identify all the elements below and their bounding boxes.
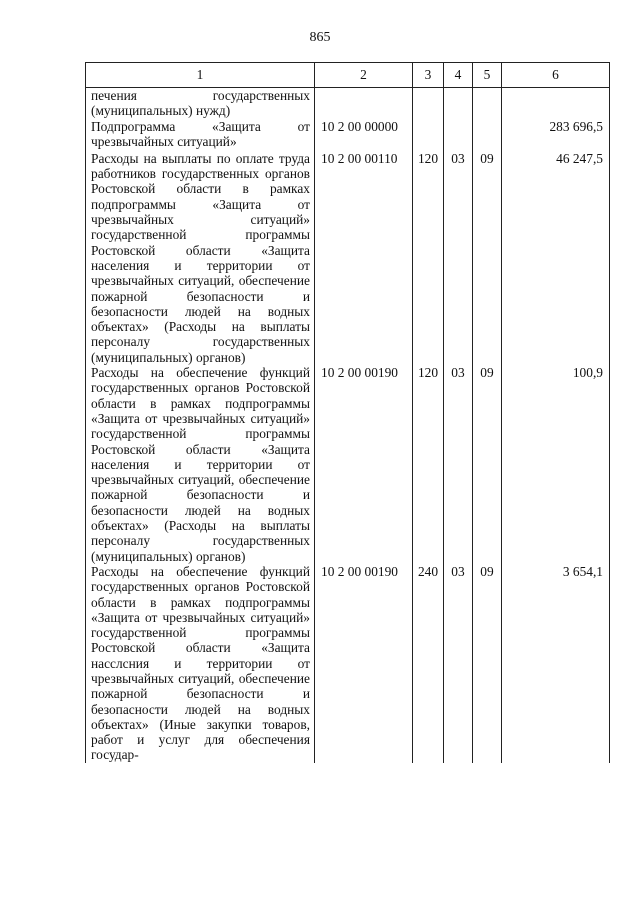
cell-vr: 120 [413,151,444,365]
cell-pr [473,119,502,151]
column-header-vr: 3 [413,63,444,88]
page-number: 865 [309,30,331,45]
cell-vr: 120 [413,365,444,564]
table-header-row [86,63,610,88]
cell-pr: 09 [473,564,502,763]
cell-sum [502,88,610,119]
table-row [86,119,610,151]
row-name-text: Подпрограмма «Защита от чрезвычайных ситуаций» [91,118,310,149]
row-name-text: Расходы на выплаты по оплате труда работников государственных органов Ростовской области в рамках подпрограммы «Защита от чрезвычайных ситуаций» государственной программы Ростовской области «Защита населения и территории от чрезвычайных ситуаций, обеспечение пожарной безопасности и безопасности людей на водных объектах» (Расходы на выплаты персоналу государственных (муниципальных) органов) [91,150,310,365]
cell-sum: 100,9 [502,365,610,564]
table-row [86,151,610,365]
cell-name [86,151,315,365]
cell-vr [413,119,444,151]
cell-code: 10 2 00 00000 [315,119,413,151]
cell-rz: 03 [444,564,473,763]
cell-code: 10 2 00 00190 [315,365,413,564]
cell-rz [444,88,473,119]
cell-code: 10 2 00 00110 [315,151,413,365]
cell-pr: 09 [473,365,502,564]
column-header-name: 1 [86,63,315,88]
budget-table [85,62,610,763]
cell-rz: 03 [444,365,473,564]
column-header-rz: 4 [444,63,473,88]
cell-sum: 283 696,5 [502,119,610,151]
row-name-text: Расходы на обеспечение функций государственных органов Ростовской области в рамках подпрограммы «Защита от чрезвычайных ситуаций» государственной программы Ростовской области «Защита населения и территории от чрезвычайных ситуаций, обеспечение пожарной безопасности и безопасности людей на водных объектах» (Расходы на выплаты персоналу государственных (муниципальных) органов) [91,365,310,564]
table-row [86,88,610,119]
cell-name [86,88,315,119]
column-header-code: 2 [315,63,413,88]
row-name-text: Расходы на обеспечение функций государственных органов Ростовской области в рамках подпрограммы «Защита от чрезвычайных ситуаций» государственной программы Ростовской области «Защита насслсния и территории от чрезвычайных ситуаций, обеспечение пожарной безопасности и безопасности людей на водных объектах» (Иные закупки товаров, работ и услуг для обеспечения государ- [91,563,310,763]
cell-sum: 3 654,1 [502,564,610,763]
cell-name [86,564,315,763]
cell-name [86,119,315,151]
cell-vr [413,88,444,119]
cell-code: 10 2 00 00190 [315,564,413,763]
cell-pr [473,88,502,119]
cell-name [86,365,315,564]
row-name-text: печения государственных (муниципальных) нужд) [91,88,310,119]
cell-rz: 03 [444,151,473,365]
column-header-sum: 6 [502,63,610,88]
column-header-pr: 5 [473,63,502,88]
cell-rz [444,119,473,151]
cell-pr: 09 [473,151,502,365]
table-row [86,365,610,564]
cell-code [315,88,413,119]
table-row [86,564,610,763]
cell-vr: 240 [413,564,444,763]
cell-sum: 46 247,5 [502,151,610,365]
